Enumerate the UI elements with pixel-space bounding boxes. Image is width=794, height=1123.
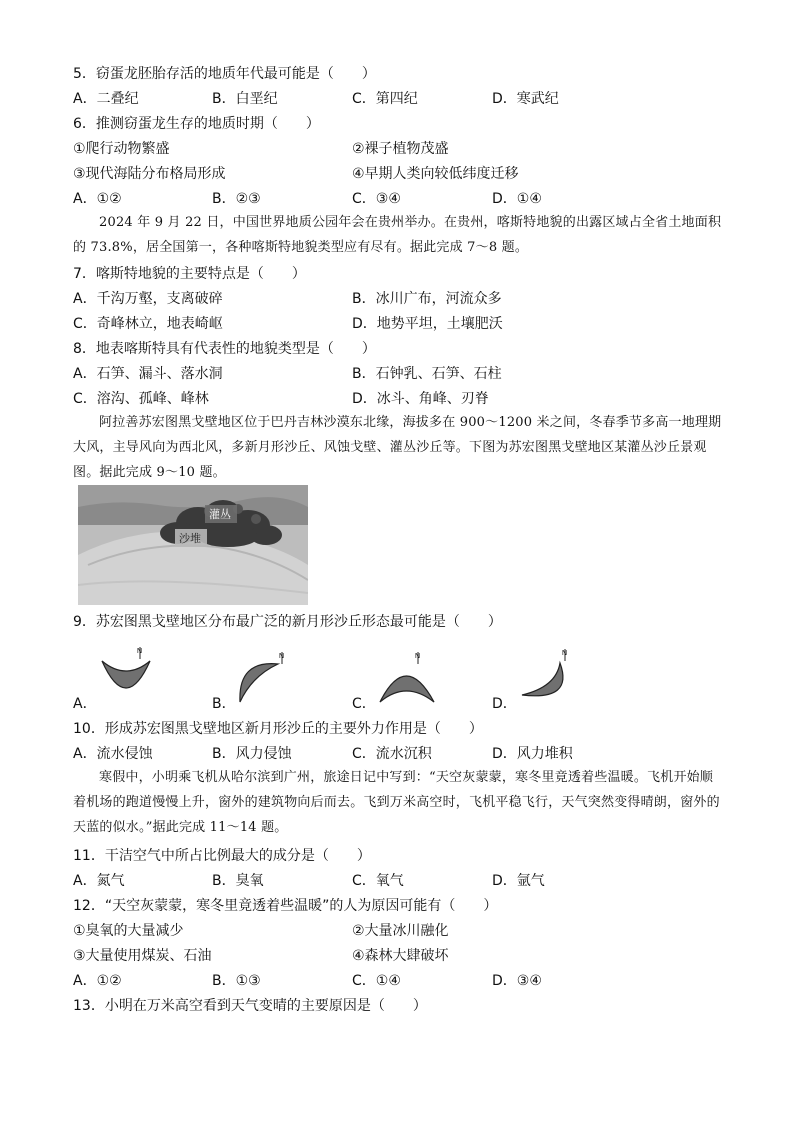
q8-stem: 8．地表喀斯特具有代表性的地貌类型是（ ） <box>73 341 376 357</box>
q11-option-b: B．臭氧 <box>212 873 264 889</box>
q12-item-3: ③大量使用煤炭、石油 <box>73 948 212 964</box>
q6-item-3: ③现代海陆分布格局形成 <box>73 166 226 182</box>
q8-option-a: A．石笋、漏斗、落水洞 <box>73 366 223 382</box>
q9-option-c-letter: C． <box>352 696 376 712</box>
q12-option-b: B．①③ <box>212 973 261 989</box>
q12-option-d: D．③④ <box>492 973 542 989</box>
q7-option-a: A．千沟万壑，支离破碎 <box>73 291 223 307</box>
north-label-b: N <box>279 653 285 660</box>
passage-alxa-gobi: 阿拉善苏宏图黑戈壁地区位于巴丹吉林沙漠东北缘，海拔多在 900～1200 米之间，冬春季节多高一地理期大风，主导风向为西北风，多新月形沙丘、风蚀戈壁、灌丛沙丘等。下图为苏宏图黑戈壁地区某灌丛沙丘景观图。据此完成 9～10 题。 <box>73 415 722 480</box>
q6-stem: 6．推测窃蛋龙生存的地质时期（ ） <box>73 116 320 132</box>
q5-option-b: B．白垩纪 <box>212 91 278 107</box>
passage-flight-diary: 寒假中，小明乘飞机从哈尔滨到广州，旅途日记中写到：“天空灰蒙蒙，寒冬里竟透着些温暖。飞机开始顺着机场的跑道慢慢上升，窗外的建筑物向后而去。飞到万米高空时，飞机平稳飞行，天气突然变得晴朗，窗外的天蓝的似水。”据此完成 11～14 题。 <box>73 770 720 835</box>
q11-option-c: C．氧气 <box>352 873 404 889</box>
label-shrub: 灌丛 <box>209 508 231 521</box>
q12-option-c: C．①④ <box>352 973 401 989</box>
q6-item-1: ①爬行动物繁盛 <box>73 141 170 157</box>
north-label-a: N <box>137 648 143 655</box>
q8-option-b: B．石钟乳、石笋、石柱 <box>352 366 502 382</box>
q7-stem: 7．喀斯特地貌的主要特点是（ ） <box>73 266 306 282</box>
q7-option-b: B．冰川广布，河流众多 <box>352 291 502 307</box>
q9-dune-shape-a <box>96 645 156 705</box>
q6-option-c: C．③④ <box>352 191 401 207</box>
q8-option-d: D．冰斗、角峰、刃脊 <box>352 391 489 407</box>
q9-option-b-letter: B． <box>212 696 236 712</box>
q7-option-c: C．奇峰林立，地表崎岖 <box>73 316 223 332</box>
q11-option-d: D．氩气 <box>492 873 545 889</box>
q5-option-d: D．寒武纪 <box>492 91 559 107</box>
shrub-dune-photo <box>78 485 308 605</box>
q10-option-a: A．流水侵蚀 <box>73 746 153 762</box>
q8-option-c: C．溶沟、孤峰、峰林 <box>73 391 209 407</box>
q6-option-a: A．①② <box>73 191 122 207</box>
q9-stem: 9．苏宏图黑戈壁地区分布最广泛的新月形沙丘形态最可能是（ ） <box>73 614 502 630</box>
passage-guizhou-karst: 2024 年 9 月 22 日，中国世界地质公园年会在贵州举办。在贵州，喀斯特地貌的出露区域占全省土地面积的 73.8%，居全国第一，各种喀斯特地貌类型应有尽有。据此完成 7～8 题。 <box>73 215 722 255</box>
q11-stem: 11．干洁空气中所占比例最大的成分是（ ） <box>73 848 371 864</box>
q9-dune-shape-c <box>372 650 442 706</box>
q9-dune-shape-b <box>232 650 294 706</box>
q10-option-b: B．风力侵蚀 <box>212 746 292 762</box>
q12-option-a: A．①② <box>73 973 122 989</box>
q10-option-c: C．流水沉积 <box>352 746 432 762</box>
q10-stem: 10．形成苏宏图黑戈壁地区新月形沙丘的主要外力作用是（ ） <box>73 721 483 737</box>
q9-dune-shape-d <box>512 645 574 707</box>
q6-option-d: D．①④ <box>492 191 542 207</box>
q12-stem: 12．“天空灰蒙蒙，寒冬里竟透着些温暖”的人为原因可能有（ ） <box>73 898 498 914</box>
q6-option-b: B．②③ <box>212 191 261 207</box>
q12-item-1: ①臭氧的大量减少 <box>73 923 184 939</box>
q7-option-d: D．地势平坦，土壤肥沃 <box>352 316 503 332</box>
north-label-c: N <box>415 653 421 660</box>
q13-stem: 13．小明在万米高空看到天气变晴的主要原因是（ ） <box>73 998 427 1014</box>
q6-item-2: ②裸子植物茂盛 <box>352 141 449 157</box>
north-label-d: N <box>562 650 568 657</box>
q12-item-2: ②大量冰川融化 <box>352 923 449 939</box>
q6-item-4: ④早期人类向较低纬度迁移 <box>352 166 519 182</box>
q5-option-a: A．二叠纪 <box>73 91 139 107</box>
q10-option-d: D．风力堆积 <box>492 746 573 762</box>
q5-stem: 5．窃蛋龙胚胎存活的地质年代最可能是（ ） <box>73 66 376 82</box>
q9-option-a-letter: A． <box>73 696 97 712</box>
q5-option-c: C．第四纪 <box>352 91 418 107</box>
label-sand: 沙堆 <box>179 532 201 545</box>
q11-option-a: A．氮气 <box>73 873 125 889</box>
q9-option-d-letter: D． <box>492 696 517 712</box>
q12-item-4: ④森林大肆破坏 <box>352 948 449 964</box>
